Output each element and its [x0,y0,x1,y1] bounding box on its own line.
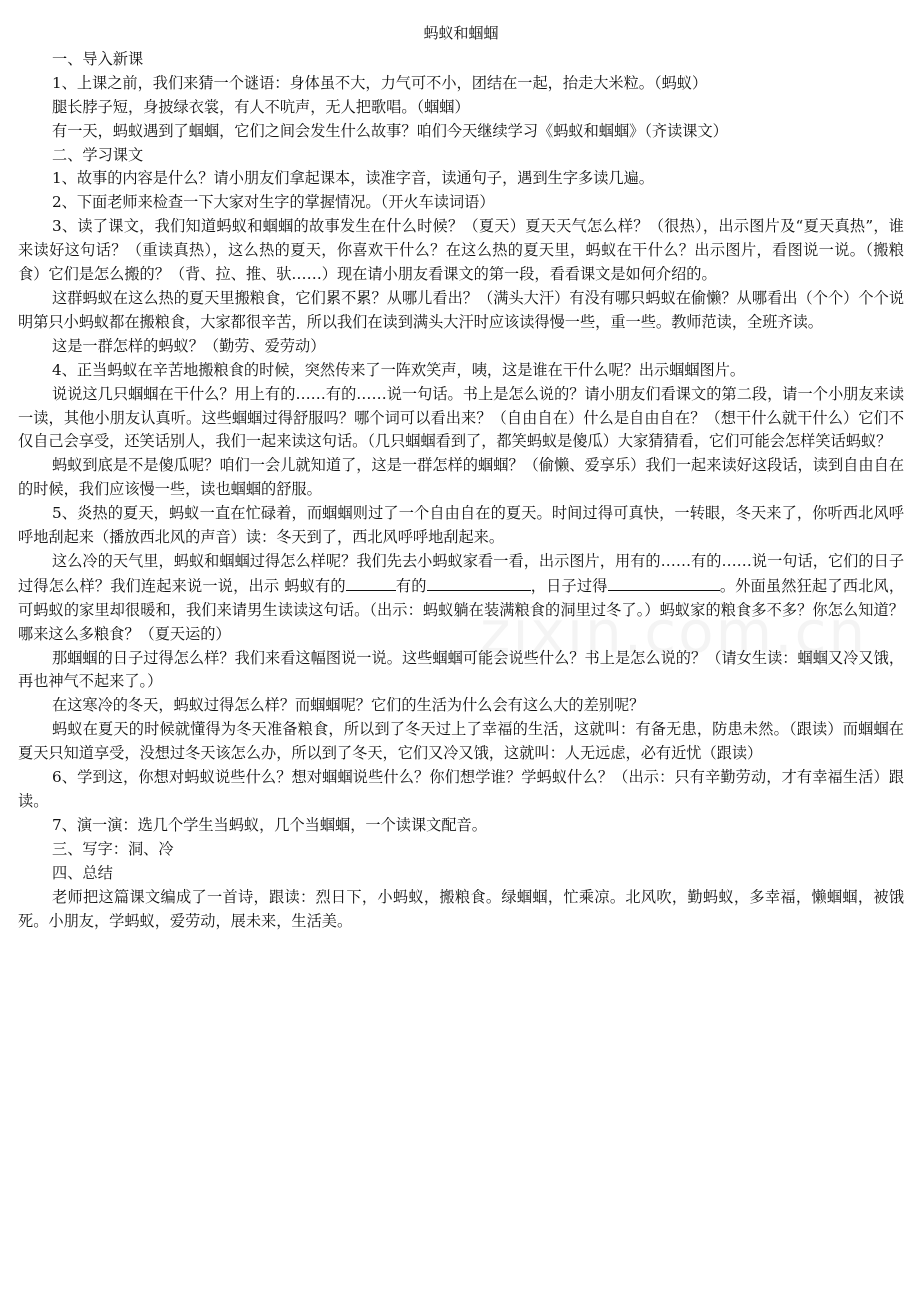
paragraph-study-1: 1、故事的内容是什么？请小朋友们拿起课本，读准字音，读通句子，遇到生字多读几遍。 [52,169,654,188]
paragraph-intro-2: 腿长脖子短，身披绿衣裳，有人不吭声，无人把歌唱。（蝈蝈） [52,97,470,116]
paragraph-summary-1: 老师把这篇课文编成了一首诗，跟读：烈日下，小蚂蚁，搬粮食。绿蝈蝈，忙乘凉。北风吹，勤蚂蚁，多幸福，懒蝈蝈，被饿死。小朋友，学蚂蚁，爱劳动，展未来，生活美。 [18,887,904,930]
paragraph-study-5b [18,550,904,647]
document-page [18,22,904,933]
paragraph-study-4c: 蚂蚁到底是不是傻瓜呢？咱们一会儿就知道了，这是一群怎样的蝈蝈？（偷懒、爱享乐）我们一起来读好这段话，读到自由自在的时候，我们应该慢一些，读也蝈蝈的舒服。 [18,456,904,499]
paragraph-study-5b-pre: 这么冷的天气里，蚂蚁和蝈蝈过得怎么样呢？我们先去小蚂蚁家看一看，出示图片，用有的……有的……说一句话，它们的日子过得怎么样？我们连起来说一说，出示 蚂蚁有的 [18,551,904,595]
paragraph-study-3: 3、读了课文，我们知道蚂蚁和蝈蝈的故事发生在什么时候？（夏天）夏天天气怎么样？（很热），出示图片及“夏天真热”，谁来读好这句话？（重读真热），这么热的夏天，你喜欢干什么？在这么热的夏天里，蚂蚁在干什么？出示图片，看图说一说。（搬粮食）它们是怎么搬的？（背、拉、推、驮……）现在请小朋友看课文的第一段，看看课文是如何介绍的。 [18,217,904,284]
paragraph-study-5b-post: 。外面虽然狂起了西北风，可蚂蚁的家里却很暖和，我们来请男生读读这句话。（出示：蚂蚁躺在装满粮食的洞里过冬了。）蚂蚁家的粮食多不多？你怎么知道？哪来这么多粮食？（夏天运的） [18,576,905,643]
paragraph-study-4b: 说说这几只蝈蝈在干什么？用上有的……有的……说一句话。书上是怎么说的？请小朋友们看课文的第二段，请一个小朋友来读一读，其他小朋友认真听。这些蝈蝈过得舒服吗？哪个词可以看出来？（自由自在）什么是自由自在？（想干什么就干什么）它们不仅自己会享受，还笑话别人，我们一起来读这句话。（几只蝈蝈看到了，都笑蚂蚁是傻瓜）大家猜猜看，它们可能会怎样笑话蚂蚁？ [18,384,904,451]
paragraph-study-2: 2、下面老师来检查一下大家对生字的掌握情况。（开火车读词语） [52,193,495,212]
paragraph-study-3c: 这是一群怎样的蚂蚁？（勤劳、爱劳动） [52,336,326,355]
paragraph-study-5d: 在这寒冷的冬天，蚂蚁过得怎么样？而蝈蝈呢？它们的生活为什么会有这么大的差别呢？ [52,696,645,715]
document-title: 蚂蚁和蝈蝈 [423,24,499,42]
fill-blank-3 [608,574,720,591]
paragraph-study-5e: 蚂蚁在夏天的时候就懂得为冬天准备粮食，所以到了冬天过上了幸福的生活，这就叫：有备无患，防患未然。（跟读）而蝈蝈在夏天只知道享受，没想过冬天该怎么办，所以到了冬天，它们又冷又饿，这就叫：人无远虑，必有近忧（跟读） [18,720,904,763]
paragraph-study-5: 5、炎热的夏天，蚂蚁一直在忙碌着，而蝈蝈则过了一个自由自在的夏天。时间过得可真快，一转眼，冬天来了，你听西北风呼呼地刮起来（播放西北风的声音）读：冬天到了，西北风呼呼地刮起来。 [18,504,904,547]
fill-blank-2 [427,574,531,591]
paragraph-intro-1: 1、上课之前，我们来猜一个谜语：身体虽不大，力气可不小，团结在一起，抬走大米粒。（蚂蚁） [52,73,708,92]
section-heading-writing: 三、写字：洞、冷 [52,839,174,858]
fill-blank-1 [346,574,396,591]
paragraph-study-5b-mid2: ，日子过得 [530,576,608,595]
paragraph-study-5b-mid1: 有的 [395,576,427,595]
paragraph-intro-3: 有一天，蚂蚁遇到了蝈蝈，它们之间会发生什么故事？咱们今天继续学习《蚂蚁和蝈蝈》（齐读课文） [52,121,728,140]
section-heading-summary: 四、总结 [52,863,113,882]
section-heading-study: 二、学习课文 [52,145,144,164]
paragraph-study-6: 6、学到这，你想对蚂蚁说些什么？想对蝈蝈说些什么？你们想学谁？学蚂蚁什么？（出示：只有辛勤劳动，才有幸福生活）跟读。 [18,768,904,810]
paragraph-study-3b: 这群蚂蚁在这么热的夏天里搬粮食，它们累不累？从哪儿看出？（满头大汗）有没有哪只蚂蚁在偷懒？从哪看出（个个）个个说明第只小蚂蚁都在搬粮食，大家都很辛苦，所以我们在读到满头大汗时应该读得慢一些，重一些。教师范读，全班齐读。 [18,288,904,331]
paragraph-study-7: 7、演一演：选几个学生当蚂蚁，几个当蝈蝈，一个读课文配音。 [52,815,487,834]
paragraph-study-5c: 那蝈蝈的日子过得怎么样？我们来看这幅图说一说。这些蝈蝈可能会说些什么？书上是怎么说的？（请女生读：蝈蝈又冷又饿，再也神气不起来了。） [18,648,904,691]
section-heading-intro: 一、导入新课 [52,49,144,68]
paragraph-study-4: 4、正当蚂蚁在辛苦地搬粮食的时候，突然传来了一阵欢笑声，咦，这是谁在干什么呢？出示蝈蝈图片。 [52,360,746,379]
